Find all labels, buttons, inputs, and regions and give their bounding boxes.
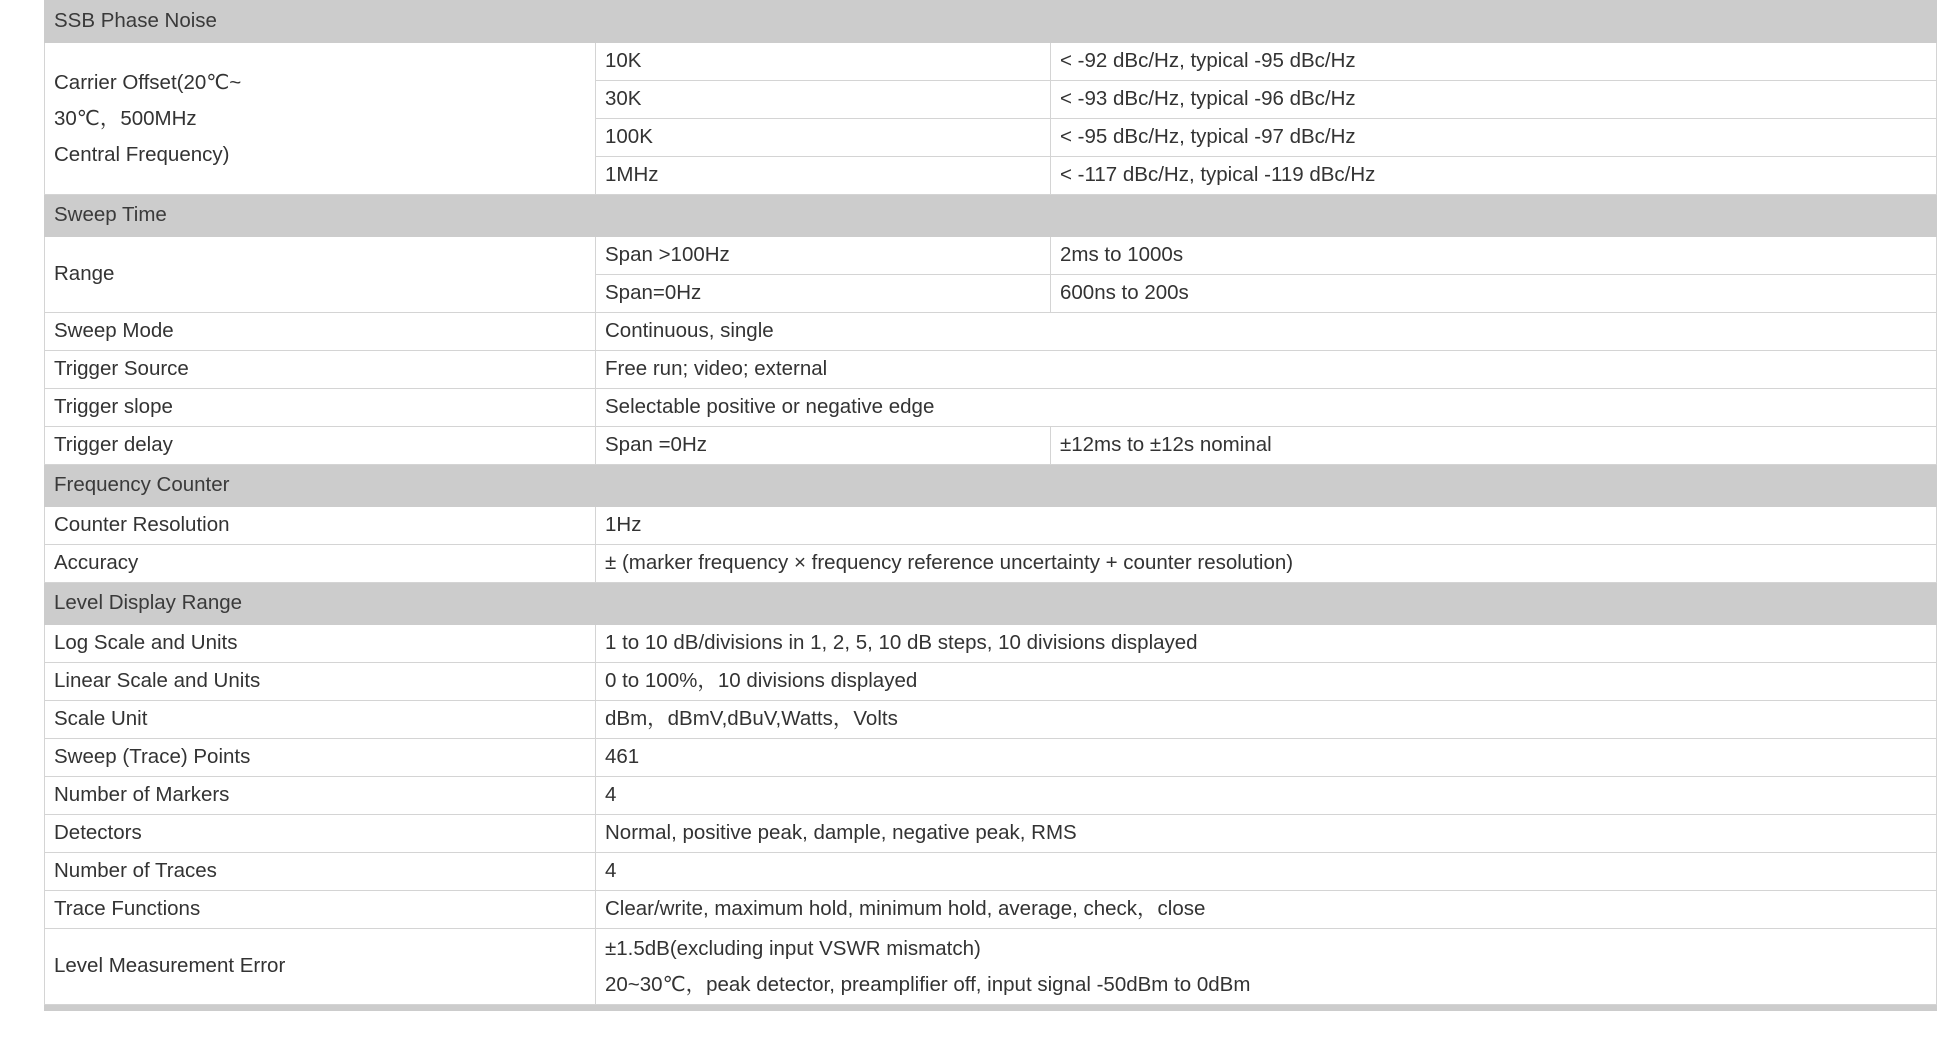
carrier-offset-label: Carrier Offset(20℃~ 30℃，500MHz Central Frequency) — [45, 43, 596, 195]
table-row — [45, 853, 1937, 891]
value-cell: 0 to 100%，10 divisions displayed — [596, 663, 1937, 701]
section-header-level-display-range — [45, 583, 1937, 625]
table-row — [45, 815, 1937, 853]
row-label: Sweep Mode — [45, 313, 596, 351]
section-title: SSB Phase Noise — [45, 1, 1937, 43]
value-cell: < -93 dBc/Hz, typical -96 dBc/Hz — [1051, 81, 1937, 119]
row-label: Linear Scale and Units — [45, 663, 596, 701]
table-row — [45, 313, 1937, 351]
row-label: Level Measurement Error — [45, 929, 596, 1005]
value-cell: 1Hz — [596, 507, 1937, 545]
section-header-ssb-phase-noise — [45, 1, 1937, 43]
value-cell: < -92 dBc/Hz, typical -95 dBc/Hz — [1051, 43, 1937, 81]
value-cell: Selectable positive or negative edge — [596, 389, 1937, 427]
row-label: Counter Resolution — [45, 507, 596, 545]
offset-cell: 30K — [596, 81, 1051, 119]
value-cell: Free run; video; external — [596, 351, 1937, 389]
table-row — [45, 625, 1937, 663]
table-row — [45, 43, 1937, 81]
value-cell: Clear/write, maximum hold, minimum hold, average, check，close — [596, 891, 1937, 929]
range-label: Range — [45, 237, 596, 313]
value-cell: 4 — [596, 853, 1937, 891]
value-cell: ±12ms to ±12s nominal — [1051, 427, 1937, 465]
value-cell: Normal, positive peak, dample, negative peak, RMS — [596, 815, 1937, 853]
table-row — [45, 507, 1937, 545]
row-label: Trigger slope — [45, 389, 596, 427]
row-label: Sweep (Trace) Points — [45, 739, 596, 777]
table-row — [45, 701, 1937, 739]
row-label: Trigger Source — [45, 351, 596, 389]
condition-cell: Span=0Hz — [596, 275, 1051, 313]
section-title: Sweep Time — [45, 195, 1937, 237]
section-header-sweep-time — [45, 195, 1937, 237]
value-cell: 461 — [596, 739, 1937, 777]
condition-cell: Span >100Hz — [596, 237, 1051, 275]
value-cell: < -117 dBc/Hz, typical -119 dBc/Hz — [1051, 157, 1937, 195]
value-cell: ±1.5dB(excluding input VSWR mismatch) 20~30℃，peak detector, preamplifier off, input signal -50dBm to 0dBm — [596, 929, 1937, 1005]
table-row — [45, 929, 1937, 1005]
row-label: Number of Markers — [45, 777, 596, 815]
row-label: Trace Functions — [45, 891, 596, 929]
value-cell: 600ns to 200s — [1051, 275, 1937, 313]
value-cell: Continuous, single — [596, 313, 1937, 351]
table-row — [45, 389, 1937, 427]
value-cell: < -95 dBc/Hz, typical -97 dBc/Hz — [1051, 119, 1937, 157]
value-cell: 4 — [596, 777, 1937, 815]
row-label: Accuracy — [45, 545, 596, 583]
table-row — [45, 237, 1937, 275]
table-row — [45, 739, 1937, 777]
value-cell: dBm，dBmV,dBuV,Watts，Volts — [596, 701, 1937, 739]
table-row — [45, 777, 1937, 815]
row-label: Trigger delay — [45, 427, 596, 465]
value-cell: 1 to 10 dB/divisions in 1, 2, 5, 10 dB steps, 10 divisions displayed — [596, 625, 1937, 663]
offset-cell: 100K — [596, 119, 1051, 157]
table-row — [45, 545, 1937, 583]
row-label: Detectors — [45, 815, 596, 853]
offset-cell: 10K — [596, 43, 1051, 81]
table-row — [45, 663, 1937, 701]
section-header-frequency-counter — [45, 465, 1937, 507]
condition-cell: Span =0Hz — [596, 427, 1051, 465]
value-cell: ± (marker frequency × frequency reference uncertainty + counter resolution) — [596, 545, 1937, 583]
row-label: Number of Traces — [45, 853, 596, 891]
section-title: Frequency Counter — [45, 465, 1937, 507]
section-title: Level Display Range — [45, 583, 1937, 625]
row-label: Scale Unit — [45, 701, 596, 739]
table-footer-band — [45, 1005, 1937, 1011]
specification-table — [44, 0, 1937, 1011]
offset-cell: 1MHz — [596, 157, 1051, 195]
row-label: Log Scale and Units — [45, 625, 596, 663]
table-row — [45, 891, 1937, 929]
table-row — [45, 427, 1937, 465]
table-row — [45, 351, 1937, 389]
value-cell: 2ms to 1000s — [1051, 237, 1937, 275]
